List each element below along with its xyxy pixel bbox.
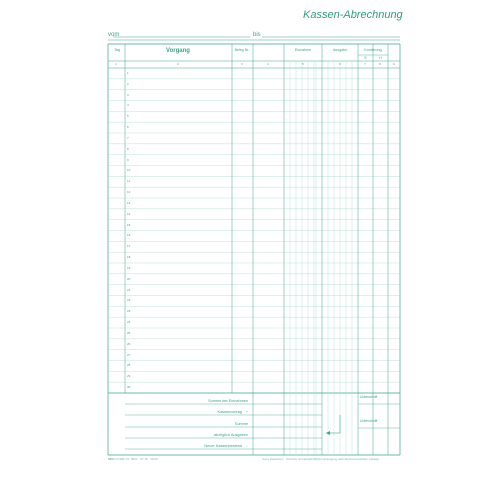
neuer-bestand-label: Neuer Kassenbestand (204, 444, 242, 448)
row-number: 20 (127, 276, 131, 281)
column-number: 5 (302, 62, 304, 66)
col-header-beleg: Beleg Nr. (234, 48, 250, 52)
row-number: 27 (127, 352, 131, 357)
plus-sign: + (245, 410, 249, 414)
row-number: 22 (127, 298, 131, 303)
footer-notice: Avery Zweckform · Vordruck mit handschriftlicher Eintragung nach Rechtsvorschriften zulässig (262, 457, 379, 461)
col-header-vorgang: Vorgang (166, 48, 190, 54)
row-number: 11 (127, 179, 131, 184)
signature-label-1: Unterschrift (360, 395, 378, 399)
row-number: 9 (127, 157, 129, 162)
row-number: 18 (127, 255, 131, 260)
row-number: 4 (127, 103, 129, 108)
bis-label: bis (253, 32, 261, 38)
row-number: 10 (127, 168, 131, 173)
row-number: 28 (127, 363, 131, 368)
column-number: 6 (339, 62, 341, 66)
form-title: Kassen-Abrechnung (303, 9, 403, 21)
row-number: 17 (127, 244, 131, 249)
row-number: 25 (127, 330, 131, 335)
column-number: 2 (177, 62, 179, 66)
row-number: 14 (127, 211, 131, 216)
signature-label-2: Unterschrift (360, 419, 378, 423)
row-number: 1 (127, 70, 129, 75)
col-header-ausgabe: Ausgabe (332, 48, 348, 52)
col-header-einnahme: Einnahme (294, 48, 312, 52)
col-header-haben: H (379, 56, 382, 60)
row-number: 12 (127, 190, 131, 195)
col-header-tag: Tag (114, 48, 120, 52)
kassenvortrag-label: Kassenvortrag (217, 410, 242, 414)
row-number: 23 (127, 309, 131, 314)
row-number: 3 (127, 92, 129, 97)
footer-left-text: FORM.-Nr. 6601 · 07.15 · C030 (115, 457, 158, 461)
row-number: 19 (127, 265, 131, 270)
row-number: 5 (127, 114, 129, 119)
row-number: 7 (127, 135, 129, 140)
row-number: 6 (127, 125, 129, 130)
sum-einnahmen-label: Summe der Einnahmen (208, 399, 248, 403)
row-number: 29 (127, 374, 131, 379)
column-number: 9 (393, 62, 395, 66)
footer-code: 6601 (108, 457, 115, 461)
row-number: 2 (127, 81, 129, 86)
row-number: 21 (127, 287, 131, 292)
column-number: 3 (241, 62, 243, 66)
col-header-soll: S (364, 56, 367, 60)
row-number: 26 (127, 341, 131, 346)
minus-sign: - (246, 444, 248, 448)
row-number: 16 (127, 233, 131, 238)
column-number: 7 (364, 62, 366, 66)
vom-label: vom (108, 32, 120, 38)
column-number: 1 (115, 62, 117, 66)
column-number: 8 (379, 62, 381, 66)
column-number: 4 (267, 62, 269, 66)
row-number: 30 (127, 385, 131, 390)
abzueglich-label: abzüglich Ausgaben (214, 433, 248, 437)
row-number: 13 (127, 200, 131, 205)
row-number: 15 (127, 222, 131, 227)
col-header-kontierung: Kontierung (364, 48, 382, 52)
row-number: 24 (127, 320, 131, 325)
footer-form-number (108, 458, 158, 461)
summe-label: Summe (234, 422, 248, 426)
row-number: 8 (127, 146, 129, 151)
